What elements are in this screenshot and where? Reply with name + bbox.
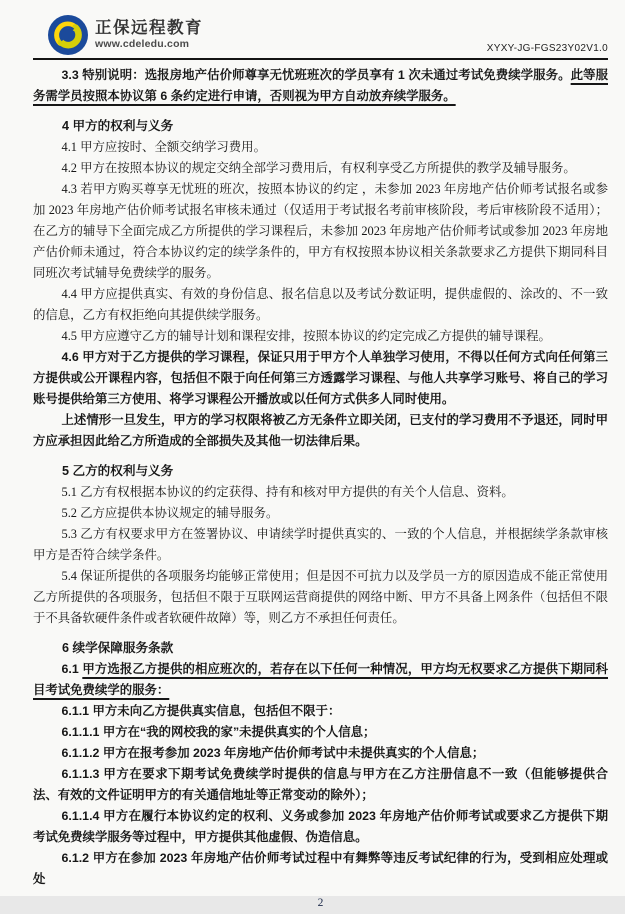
clause-4-consequence: 上述情形一旦发生，甲方的学习权限将被乙方无条件立即关闭，已支付的学习费用不予退还，同时甲方应承担因此给乙方所造成的全部损失及其他一切法律后果。 [33, 413, 608, 448]
heading-section-4: 4 甲方的权利与义务 [61, 119, 174, 133]
document-body [0, 60, 625, 914]
clause-6-1-1-3: 6.1.1.3 甲方在要求下期考试免费续学时提供的信息与甲方在乙方注册信息不一致（但能够提供合法、有效的文件证明甲方的有关通信地址等正常变动的除外）； [33, 767, 608, 802]
logo-text [95, 19, 203, 50]
page-header [0, 0, 625, 58]
clause-6-1-2: 6.1.2 甲方在参加 2023 年房地产估价师考试过程中有舞弊等违反考试纪律的行为，受到相应处理或处 [33, 851, 608, 886]
clause-4-6: 4.6 甲方对于乙方提供的学习课程，保证只用于甲方个人单独学习使用，不得以任何方式向任何第三方提供或公开课程内容，包括但不限于向任何第三方透露学习课程、与他人共享学习账号、将自己的学习账号提供给第三方使用、将学习课程公开播放或以任何方式供多人同时使用。 [33, 350, 608, 406]
clause-4-3: 4.3 若甲方购买尊享无忧班的班次，按照本协议的约定 ，未参加 2023 年房地产估价师考试报名或参加 2023 年房地产估价师考试报名审核未通过（仅适用于考试报名考前审核阶段，考后审核阶段不适用）；在乙方的辅导下全面完成乙方所提供的学习课程后，未参加 2023 年房地产估价师考试或参加 2023 年房地产估价师未通过，符合本协议约定的续学条件的，甲方有权按照本协议相关条款要求乙方提供下期同科目同班次考试辅导免费续学的服务。 [33, 182, 608, 280]
clause-6-1-1-1: 6.1.1.1 甲方在“我的网校我的家”未提供真实的个人信息； [61, 725, 376, 739]
clause-5-4: 5.4 保证所提供的各项服务均能够正常使用；但是因不可抗力以及学员一方的原因造成不能正常使用乙方所提供的各项服务，包括但不限于互联网运营商提供的网络中断、甲方不具备上网条件（包括但不限于不具备软硬件条件或者软硬件故障）等，则乙方不承担任何责任。 [33, 569, 608, 625]
doc-code: XYXY-JG-FGS23Y02V1.0 [486, 43, 608, 54]
clause-5-1: 5.1 乙方有权根据本协议的约定获得、持有和核对甲方提供的有关个人信息、资料。 [61, 485, 514, 499]
page-number: 2 [317, 897, 324, 909]
clause-5-3: 5.3 乙方有权要求甲方在签署协议、申请续学时提供真实的、一致的个人信息，并根据续学条款审核甲方是否符合续学条件。 [33, 527, 608, 562]
clause-3-3-lead: 3.3 特别说明：选报房地产估价师尊享无忧班班次的学员享有 1 次未通过考试免费续学服务。 [61, 68, 571, 82]
clause-6-1-number: 6.1 [61, 662, 83, 676]
clause-6-1 [33, 659, 608, 701]
heading-section-6: 6 续学保障服务条款 [61, 641, 174, 655]
clause-4-5: 4.5 甲方应遵守乙方的辅导计划和课程安排，按照本协议的约定完成乙方提供的辅导课程。 [61, 329, 551, 343]
clause-6-1-1-2: 6.1.1.2 甲方在报考参加 2023 年房地产估价师考试中未提供真实的个人信息； [61, 746, 485, 760]
logo [48, 15, 203, 55]
logo-title: 正保远程教育 [95, 19, 203, 38]
logo-url: www.cdeledu.com [95, 38, 190, 51]
clause-4-1: 4.1 甲方应按时、全额交纳学习费用。 [61, 140, 266, 154]
clause-6-1-1: 6.1.1 甲方未向乙方提供真实信息，包括但不限于： [61, 704, 341, 718]
logo-swirl-icon [48, 15, 88, 55]
clause-6-1-underlined: 甲方选报乙方提供的相应班次的，若存在以下任何一种情况，甲方均无权要求乙方提供下期同科目考试免费续学的服务： [33, 662, 608, 697]
clause-5-2: 5.2 乙方应提供本协议规定的辅导服务。 [61, 506, 279, 520]
clause-3-3 [33, 65, 608, 107]
clause-4-2: 4.2 甲方在按照本协议的规定交纳全部学习费用后，有权利享受乙方所提供的教学及辅导服务。 [61, 161, 576, 175]
clause-3-3-underlined: 此等服务需学员按照本协议第 6 条约定进行申请，否则视为甲方自动放弃续学服务。 [33, 68, 608, 103]
clause-4-4: 4.4 甲方应提供真实、有效的身份信息、报名信息以及考试分数证明，提供虚假的、涂改的、不一致的信息，乙方有权拒绝向其提供续学服务。 [33, 287, 608, 322]
clause-6-1-1-4: 6.1.1.4 甲方在履行本协议约定的权利、义务或参加 2023 年房地产估价师考试或要求乙方提供下期考试免费续学服务等过程中，甲方提供其他虚假、伪造信息。 [33, 809, 608, 844]
heading-section-5: 5 乙方的权利与义务 [61, 464, 174, 478]
